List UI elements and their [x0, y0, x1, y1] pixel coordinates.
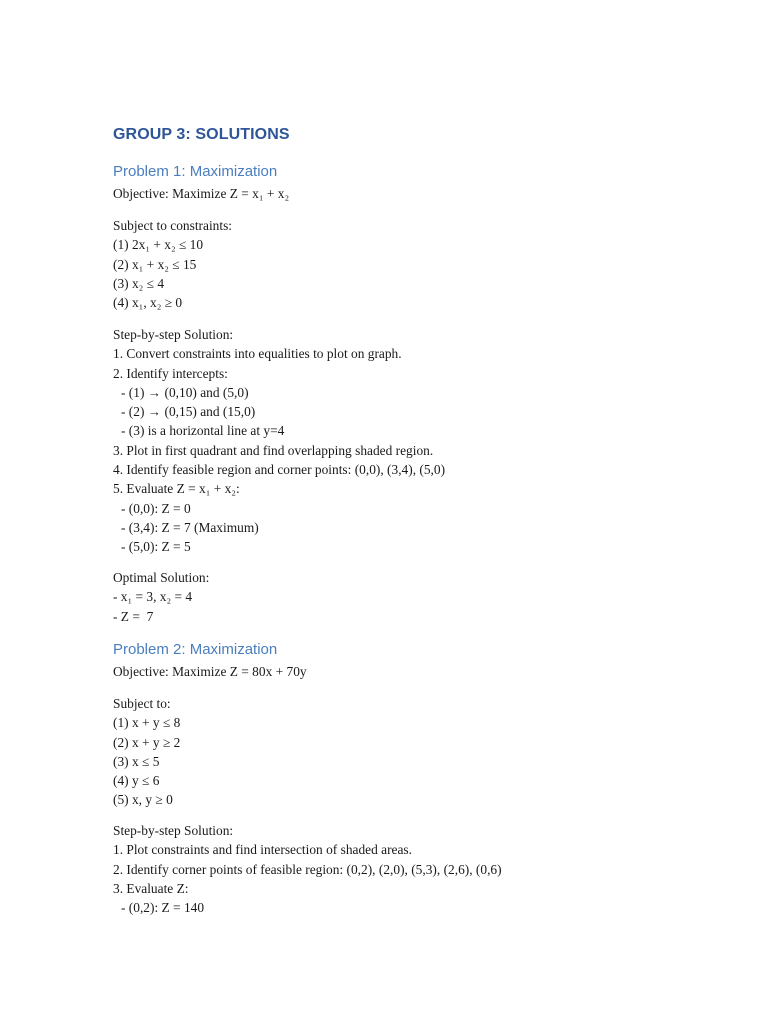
problem-1-constraints-label: Subject to constraints: [113, 218, 233, 233]
problem-1-constraints-block [113, 216, 232, 312]
problem-1-substep: - (3) is a horizontal line at y=4 [121, 423, 285, 439]
problem-1-substep: - (5,0): Z = 5 [121, 539, 191, 555]
problem-2-heading: Problem 2: Maximization [113, 641, 278, 658]
problem-1-heading: Problem 1: Maximization [113, 163, 278, 180]
problem-2-constraints-label: Subject to: [113, 696, 171, 711]
problem-1-constraint: (2) x₁ + x₂ ≤ 15 [113, 256, 197, 272]
problem-1-substep: - (2) → (0,15) and (15,0) [121, 404, 256, 420]
problem-2-step: 3. Evaluate Z: [113, 880, 189, 896]
problem-2-constraint: (5) x, y ≥ 0 [113, 792, 173, 808]
problem-2-objective-block [113, 662, 307, 681]
problem-1-optimal-value: - x₁ = 3, x₂ = 4 [113, 589, 193, 605]
problem-2-constraint: (4) y ≤ 6 [113, 773, 160, 789]
problem-1-optimal-block [113, 568, 209, 626]
problem-1-step: 2. Identify intercepts: [113, 365, 228, 381]
problem-1-substep: - (3,4): Z = 7 (Maximum) [121, 519, 259, 535]
problem-1-substep: - (1) → (0,10) and (5,0) [121, 384, 249, 400]
problem-1-solution-label: Step-by-step Solution: [113, 327, 234, 342]
problem-1-solution-block [113, 325, 445, 557]
problem-2-solution-label: Step-by-step Solution: [113, 823, 234, 838]
problem-2-solution-block [113, 821, 502, 917]
problem-2-constraint: (2) x + y ≥ 2 [113, 734, 181, 750]
problem-2-constraint: (1) x + y ≤ 8 [113, 715, 181, 731]
problem-1-step: 3. Plot in first quadrant and find overlapping shaded region. [113, 442, 434, 458]
problem-2-substep: - (0,2): Z = 140 [121, 900, 205, 916]
problem-1-objective-block [113, 184, 289, 203]
problem-2-step: 2. Identify corner points of feasible region: (0,2), (2,0), (5,3), (2,6), (0,6) [113, 861, 502, 877]
problem-1-step: 1. Convert constraints into equalities to plot on graph. [113, 346, 402, 362]
problem-1-constraint: (3) x₂ ≤ 4 [113, 275, 165, 291]
problem-1-substep: - (0,0): Z = 0 [121, 500, 191, 516]
problem-1-optimal-value: - Z = 7 [113, 608, 154, 624]
document-title: GROUP 3: SOLUTIONS [113, 126, 290, 143]
problem-2-step: 1. Plot constraints and find intersection of shaded areas. [113, 842, 412, 858]
problem-1-step: 5. Evaluate Z = x₁ + x₂: [113, 481, 240, 497]
problem-1-optimal-label: Optimal Solution: [113, 570, 210, 585]
problem-1-constraint: (4) x₁, x₂ ≥ 0 [113, 295, 183, 311]
problem-1-constraint: (1) 2x₁ + x₂ ≤ 10 [113, 237, 204, 253]
problem-1-step: 4. Identify feasible region and corner points: (0,0), (3,4), (5,0) [113, 462, 446, 478]
problem-1-objective: Objective: Maximize Z = x₁ + x₂ [113, 186, 290, 201]
problem-2-constraint: (3) x ≤ 5 [113, 753, 160, 769]
problem-2-objective: Objective: Maximize Z = 80x + 70y [113, 664, 307, 679]
problem-2-constraints-block [113, 694, 180, 810]
